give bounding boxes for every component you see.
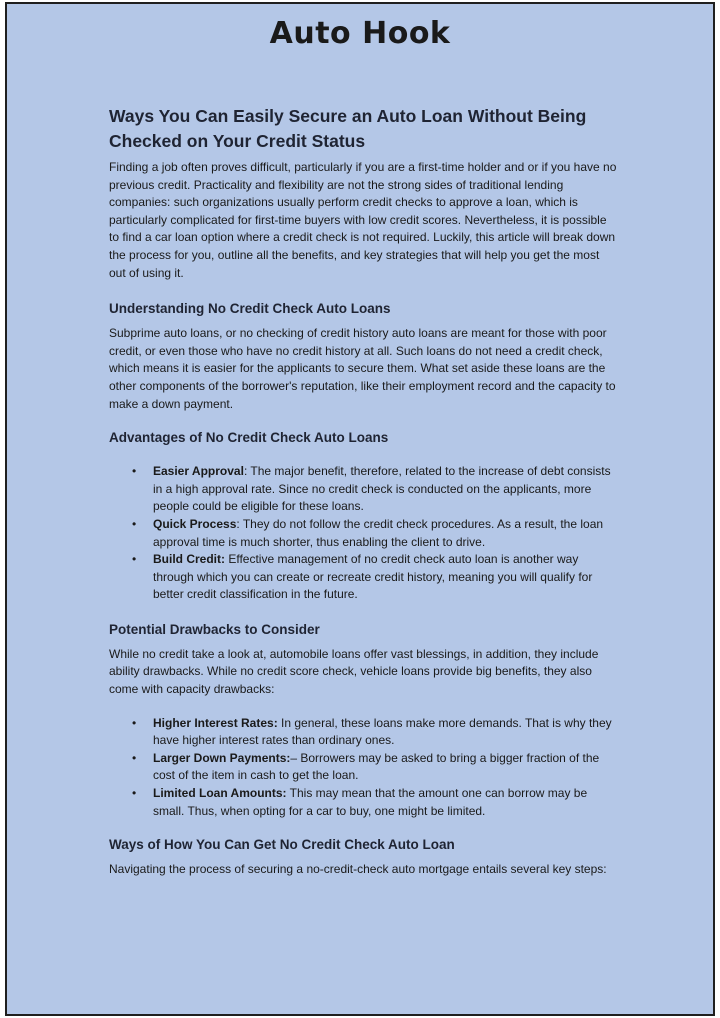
section-heading: Understanding No Credit Check Auto Loans [109, 301, 391, 317]
drawbacks-list [109, 715, 619, 821]
list-item [153, 715, 619, 750]
list-item [153, 463, 619, 516]
list-item-text: : They do not follow the credit check procedures. As a result, the loan approval time is much shorter, thus enabling the client to drive. [153, 516, 604, 549]
list-item [153, 551, 619, 604]
list-item-term: Limited Loan Amounts: [153, 786, 287, 801]
section-paragraph: While no credit take a look at, automobile loans offer vast blessings, in addition, they include ability drawbacks. While no credit score check, vehicle loans provide big benefits, they also come with capacity drawbacks: [109, 646, 599, 697]
section-paragraph: Navigating the process of securing a no-credit-check auto mortgage entails several key steps: [109, 862, 607, 877]
list-item [153, 785, 619, 820]
list-item-text: – Borrowers may be asked to bring a bigger fraction of the cost of the item in cash to get the loan. [153, 750, 600, 783]
list-item [153, 750, 619, 785]
section-heading: Potential Drawbacks to Consider [109, 621, 320, 637]
list-item-text: This may mean that the amount one can borrow may be small. Thus, when opting for a car to buy, one might be limited. [153, 786, 588, 818]
list-item-term: Higher Interest Rates: [153, 715, 278, 730]
section-advantages [109, 429, 619, 604]
list-item [153, 516, 619, 551]
list-item-term: Easier Approval [153, 464, 244, 479]
section-paragraph: Subprime auto loans, or no checking of credit history auto loans are meant for those with poor credit, or even those who have no credit history at all. Such loans do not need a credit check, which means it is easier for the applicants to secure them. What set aside these loans are the other components of the borrower's reputation, like their employment record and the capacity to make a down payment. [109, 326, 616, 411]
intro-paragraph: Finding a job often proves difficult, particularly if you are a first-time holder and or if you have no previous credit. Practicality and flexibility are not the strong sides of traditional lending companies: such organizations usually perform credit checks to approve a loan, which is particularly complicated for first-time buyers with low credit scores. Nevertheless, it is possible to find a car loan option where a credit check is not required. Luckily, this article will break down the process for you, outline all the benefits, and key strategies that will help you get the most out of using it. [109, 160, 617, 280]
list-item-text: In general, these loans make more demands. That is why they have higher interest rates than ordinary ones. [153, 715, 612, 748]
list-item-term: Build Credit: [153, 552, 225, 567]
article-title: Ways You Can Easily Secure an Auto Loan Without Being Checked on Your Credit Status [109, 106, 587, 151]
section-heading: Advantages of No Credit Check Auto Loans [109, 430, 389, 446]
section-ways [109, 836, 619, 879]
section-heading: Ways of How You Can Get No Credit Check Auto Loan [109, 837, 455, 853]
list-item-text: : The major benefit, therefore, related to the increase of debt consists in a high approval rate. Since no credit check is conducted on the applicants, more people could be eligible for these loans. [153, 464, 611, 514]
list-item-term: Larger Down Payments: [153, 750, 291, 765]
section-drawbacks [109, 621, 619, 820]
brand-logo: Auto Hook [269, 16, 451, 51]
list-item-text: Effective management of no credit check auto loan is another way through which you can create or recreate credit history, meaning you will qualify for better credit classification in the future. [153, 552, 593, 602]
advantages-list [109, 463, 619, 604]
section-understanding [109, 300, 619, 413]
document-page [5, 2, 715, 1016]
article-body [109, 104, 619, 879]
list-item-term: Quick Process [153, 516, 237, 531]
